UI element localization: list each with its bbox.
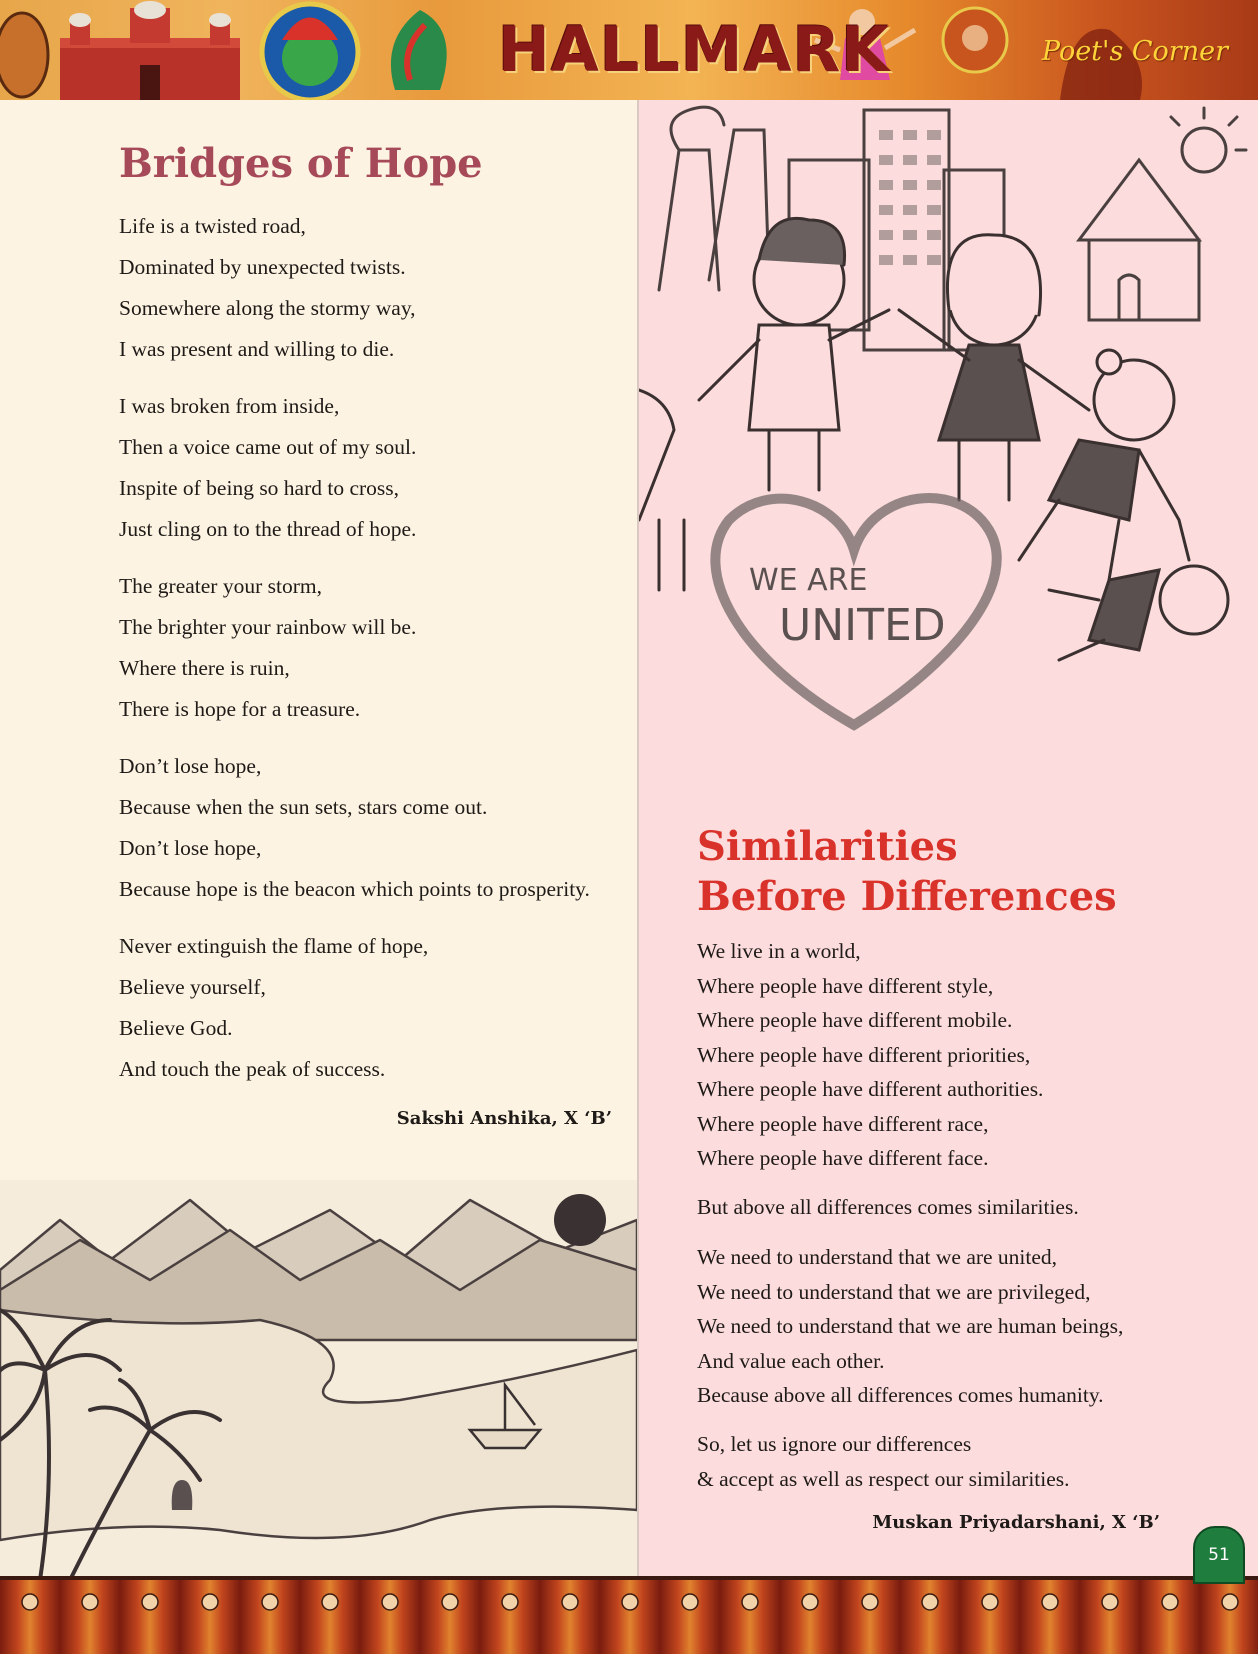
poem1-stanza-5 (119, 926, 428, 1090)
poem-line: Don’t lose hope, (119, 836, 262, 860)
poem-line: Because when the sun sets, stars come out. (119, 795, 488, 819)
poem-title-line: Similarities (697, 823, 958, 870)
page-number: 51 (1193, 1526, 1245, 1584)
poem-line: Inspite of being so hard to cross, (119, 476, 400, 500)
poem-line: Believe yourself, (119, 975, 266, 999)
poem-line: Believe God. (119, 1016, 233, 1040)
landscape-illustration (0, 1180, 637, 1580)
poem-line: Just cling on to the thread of hope. (119, 517, 417, 541)
header-banner (0, 0, 1258, 100)
poem-line: Life is a twisted road, (119, 214, 306, 238)
poem-line: Where people have different race, (697, 1111, 989, 1136)
poem1-stanza-4 (119, 746, 590, 910)
poem-line: Because hope is the beacon which points to prosperity. (119, 877, 590, 901)
poem-line: Somewhere along the stormy way, (119, 296, 416, 320)
footer-decoration (0, 1580, 1258, 1654)
poem2-stanza-2 (697, 1190, 1079, 1225)
poem-line: Where people have different mobile. (697, 1008, 1013, 1032)
poem-line: Where people have different priorities, (697, 1042, 1031, 1067)
poem-title-bridges-of-hope: Bridges of Hope (119, 140, 483, 187)
poem-line: And value each other. (697, 1348, 885, 1373)
poem-line: Never extinguish the flame of hope, (119, 934, 429, 958)
poem1-stanza-2 (119, 386, 416, 550)
poem2-stanza-3 (697, 1240, 1123, 1413)
poem-line: There is hope for a treasure. (119, 697, 361, 721)
heart-text-2: UNITED (779, 600, 946, 651)
poem-title-line: Before Differences (697, 873, 1117, 920)
poem-line: The brighter your rainbow will be. (119, 615, 417, 639)
poem-line: We live in a world, (697, 939, 861, 963)
poem1-stanza-3 (119, 566, 416, 730)
footer-figures (0, 1580, 1258, 1654)
united-children-illustration (639, 100, 1258, 830)
poem-line: I was broken from inside, (119, 394, 340, 418)
poem-line: We need to understand that we are united, (697, 1245, 1058, 1269)
poem-line: But above all differences comes similarities. (697, 1195, 1079, 1219)
poem-line: Dominated by unexpected twists. (119, 255, 406, 279)
poem2-author: Muskan Priyadarshani, X ‘B’ (872, 1512, 1160, 1533)
brand-title: HALLMARK (498, 13, 891, 86)
poem-line: We need to understand that we are human beings, (697, 1314, 1124, 1338)
poem-line: We need to understand that we are privileged, (697, 1279, 1091, 1304)
poem-title-similarities (697, 822, 1117, 922)
poem-line: & accept as well as respect our similarities. (697, 1466, 1070, 1491)
poem1-author: Sakshi Anshika, X ‘B’ (396, 1108, 612, 1129)
poem-line: And touch the peak of success. (119, 1057, 386, 1081)
poem-line: Don’t lose hope, (119, 754, 262, 778)
poem2-stanza-4 (697, 1427, 1070, 1496)
poem-line: Where there is ruin, (119, 656, 290, 680)
poem-line: I was present and willing to die. (119, 337, 395, 361)
poem-line: Where people have different authorities. (697, 1077, 1044, 1101)
section-label: Poet's Corner (1041, 36, 1228, 67)
poem2-stanza-1 (697, 934, 1043, 1176)
poem-line: The greater your storm, (119, 574, 322, 598)
poem-line: Because above all differences comes humanity. (697, 1383, 1104, 1407)
poem1-stanza-1 (119, 206, 416, 370)
poem-line: So, let us ignore our differences (697, 1432, 972, 1456)
poem-line: Where people have different face. (697, 1146, 989, 1170)
heart-text-1: WE ARE (749, 563, 868, 598)
poem-line: Then a voice came out of my soul. (119, 435, 417, 459)
poem-line: Where people have different style, (697, 973, 994, 998)
